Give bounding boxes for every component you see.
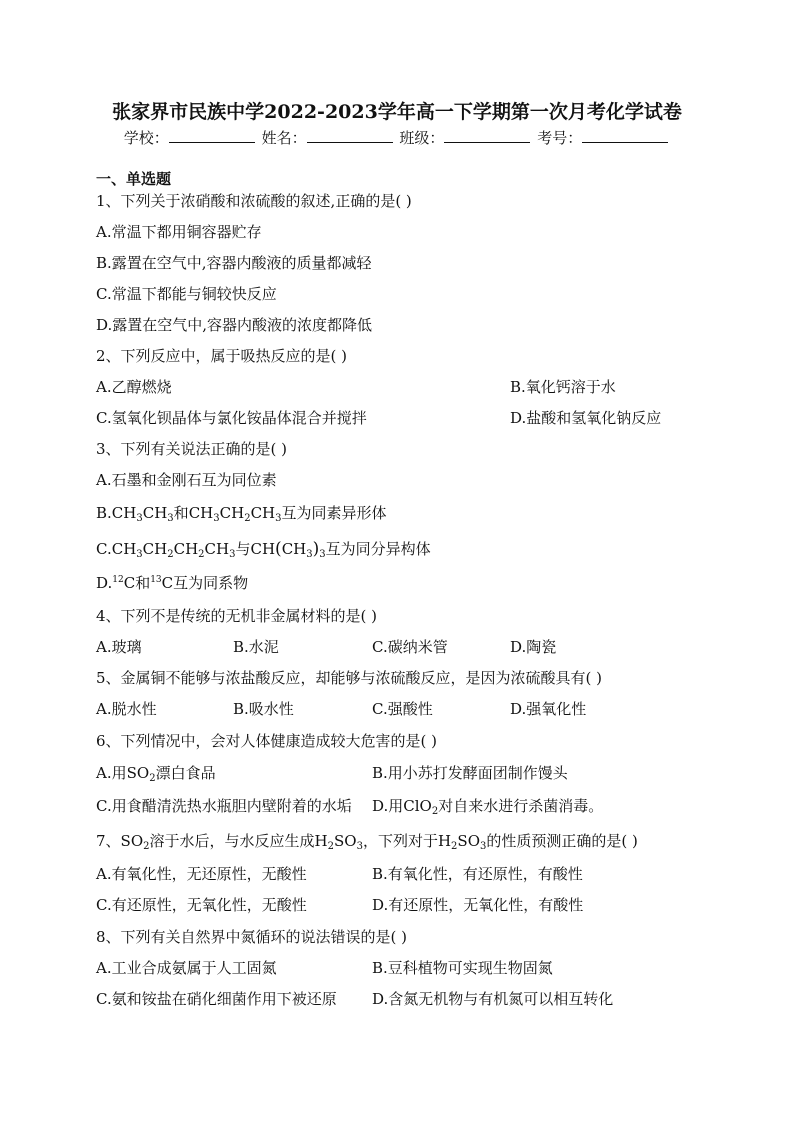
- question-2-option-a: A.乙醇燃烧: [96, 378, 172, 396]
- question-1-option-a: A.常温下都用铜容器贮存: [96, 223, 262, 241]
- name-label: 姓名：: [261, 129, 307, 147]
- question-4-option-d: D.陶瓷: [510, 638, 557, 656]
- question-5-option-c: C.强酸性: [372, 700, 433, 718]
- exam-no-label: 考号：: [537, 129, 583, 147]
- question-6-option-b: B.用小苏打发酵面团制作馒头: [372, 764, 568, 782]
- question-6-option-c: C.用食醋清洗热水瓶胆内壁附着的水垢: [96, 797, 352, 815]
- question-7-stem: 7、$SO_2$溶于水后，与水反应生成$H_2SO_3$，下列对于$H_2SO_3$的性质预测正确的是( ): [96, 832, 638, 852]
- question-5-option-a: A.脱水性: [96, 700, 157, 718]
- question-1-stem: 1、下列关于浓硝酸和浓硫酸的叙述,正确的是( ): [96, 192, 412, 210]
- question-8-option-a: A.工业合成氨属于人工固氮: [96, 959, 277, 977]
- question-4-option-c: C.碳纳米管: [372, 638, 448, 656]
- question-2-option-d: D.盐酸和氢氧化钠反应: [510, 409, 662, 427]
- question-8-option-b: B.豆科植物可实现生物固氮: [372, 959, 553, 977]
- question-3-option-d: D.$^{12}$C和$^{13}$C互为同系物: [96, 574, 249, 592]
- question-7-option-a: A.有氧化性，无还原性，无酸性: [96, 865, 307, 883]
- question-2-option-b: B.氧化钙溶于水: [510, 378, 616, 396]
- class-blank: [444, 128, 530, 143]
- question-2-option-c: C.氢氧化钡晶体与氯化铵晶体混合并搅拌: [96, 409, 367, 427]
- question-6-option-d: D.用ClO$_2$对自来水进行杀菌消毒。: [372, 797, 604, 817]
- question-7-option-d: D.有还原性，无氧化性，有酸性: [372, 896, 584, 914]
- question-8-option-c: C.氨和铵盐在硝化细菌作用下被还原: [96, 990, 337, 1008]
- section-title: 一、单选题: [96, 170, 172, 188]
- question-4-option-a: A.玻璃: [96, 638, 142, 656]
- question-7-option-b: B.有氧化性，有还原性，有酸性: [372, 865, 583, 883]
- question-4-option-b: B.水泥: [233, 638, 279, 656]
- question-5-option-b: B.吸水性: [233, 700, 294, 718]
- question-7-option-c: C.有还原性，无氧化性，无酸性: [96, 896, 307, 914]
- student-info-line: [0, 127, 794, 148]
- name-blank: [307, 128, 393, 143]
- question-8-option-d: D.含氮无机物与有机氮可以相互转化: [372, 990, 614, 1008]
- question-3-option-b: $B.CH_3CH_3$和$CH_3CH_2CH_3$互为同素异形体: [96, 504, 387, 524]
- question-3-option-c: $C.CH_3CH_2CH_2CH_3$与$CH(CH_3)_3$互为同分异构体: [96, 539, 431, 560]
- question-3-option-a: A.石墨和金刚石互为同位素: [96, 471, 277, 489]
- question-4-stem: 4、下列不是传统的无机非金属材料的是( ): [96, 607, 378, 625]
- question-3-stem: 3、下列有关说法正确的是( ): [96, 440, 288, 458]
- question-1-option-b: B.露置在空气中,容器内酸液的质量都减轻: [96, 254, 372, 272]
- class-label: 班级：: [399, 129, 445, 147]
- exam-title: 张家界市民族中学2022-2023学年高一下学期第一次月考化学试卷: [112, 101, 682, 123]
- question-1-option-c: C.常温下都能与铜较快反应: [96, 285, 277, 303]
- question-2-stem: 2、下列反应中，属于吸热反应的是( ): [96, 347, 348, 365]
- question-5-stem: 5、金属铜不能够与浓盐酸反应，却能够与浓硫酸反应，是因为浓硫酸具有( ): [96, 669, 603, 687]
- question-8-stem: 8、下列有关自然界中氮循环的说法错误的是( ): [96, 928, 408, 946]
- school-blank: [169, 128, 255, 143]
- question-5-option-d: D.强氧化性: [510, 700, 587, 718]
- question-6-stem: 6、下列情况中，会对人体健康造成较大危害的是( ): [96, 732, 438, 750]
- school-label: 学校：: [123, 129, 169, 147]
- question-6-option-a: A.用$SO_2$漂白食品: [96, 764, 216, 784]
- question-1-option-d: D.露置在空气中,容器内酸液的浓度都降低: [96, 316, 373, 334]
- exam-no-blank: [582, 128, 668, 143]
